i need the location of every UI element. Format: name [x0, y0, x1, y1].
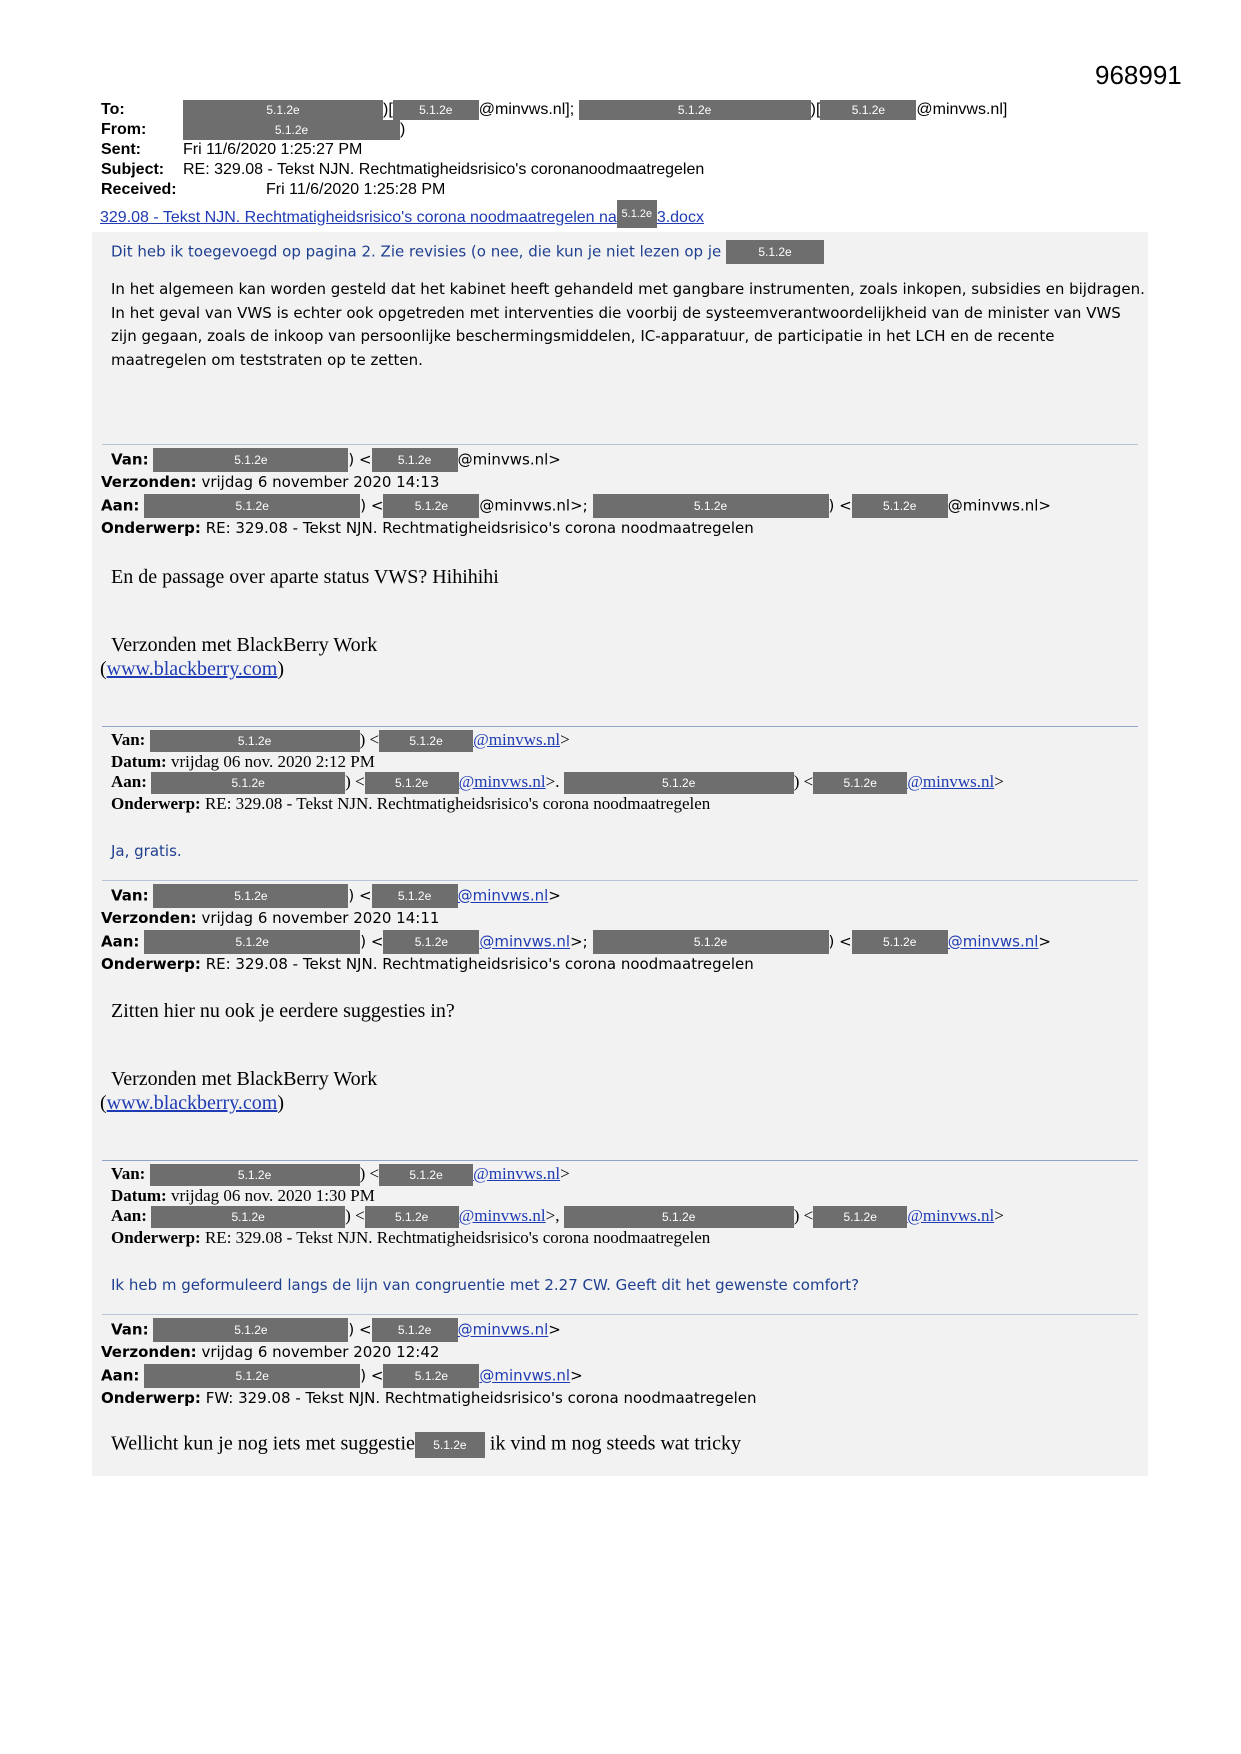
email-domain[interactable]: @minvws.nl	[907, 1206, 995, 1225]
email-domain: @minvws.nl>	[947, 496, 1051, 515]
received-value: Fri 11/6/2020 1:25:28 PM	[266, 181, 446, 198]
header-from-values: 5.1.2e )	[183, 120, 405, 140]
to-label: To:	[101, 101, 125, 118]
subject-value: RE: 329.08 - Tekst NJN. Rechtmatigheidsrisico's coronanoodmaatregelen	[183, 161, 705, 178]
email-domain[interactable]: @minvws.nl	[457, 886, 549, 905]
redaction-box: 5.1.2e	[813, 1206, 907, 1228]
msg5-onderwerp-row: Onderwerp: RE: 329.08 - Tekst NJN. Rechtmatigheidsrisico's corona noodmaatregelen	[111, 1228, 711, 1247]
subject-label: Subject:	[101, 161, 165, 178]
separator-line	[102, 1314, 1138, 1315]
separator-line	[102, 880, 1138, 881]
msg2-signature: Verzonden met BlackBerry Work	[111, 634, 378, 656]
msg4-verzonden-row: Verzonden: vrijdag 6 november 2020 14:11	[101, 909, 440, 927]
redaction-box: 5.1.2e	[393, 100, 479, 120]
header-from-row	[101, 120, 146, 140]
email-domain: @minvws.nl];	[478, 101, 575, 119]
blackberry-link[interactable]: www.blackberry.com	[106, 1092, 278, 1114]
msg3-datum-row: Datum: vrijdag 06 nov. 2020 2:12 PM	[111, 752, 375, 771]
redaction-box: 5.1.2e	[383, 930, 479, 954]
redaction-box: 5.1.2e	[379, 730, 473, 752]
msg4-signature: Verzonden met BlackBerry Work	[111, 1068, 378, 1090]
msg5-aan-row: Aan: 5.1.2e ) < 5.1.2e @minvws.nl>, 5.1.2e ) < 5.1.2e @minvws.nl>	[111, 1206, 1004, 1228]
header-received-row	[101, 180, 177, 200]
separator-line	[102, 444, 1138, 445]
redaction-box: 5.1.2e	[593, 494, 829, 518]
redaction-box: 5.1.2e	[153, 448, 348, 472]
msg2-body: En de passage over aparte status VWS? Hihihihi	[111, 566, 499, 588]
header-to-values: 5.1.2e )[ 5.1.2e @minvws.nl]; 5.1.2e )[ 5.1.2e @minvws.nl]	[183, 100, 1007, 120]
msg3-van-row: Van: 5.1.2e ) < 5.1.2e @minvws.nl>	[111, 730, 570, 752]
email-domain[interactable]: @minvws.nl	[947, 932, 1039, 951]
redaction-box: 5.1.2e	[153, 1318, 348, 1342]
document-number: 968991	[1095, 60, 1182, 90]
msg6-onderwerp-row: Onderwerp: FW: 329.08 - Tekst NJN. Rechtmatigheidsrisico's corona noodmaatregelen	[101, 1389, 757, 1407]
redaction-box: 5.1.2e	[383, 1364, 479, 1388]
msg6-verzonden-row: Verzonden: vrijdag 6 november 2020 12:42	[101, 1343, 440, 1361]
redaction-box: 5.1.2e	[379, 1164, 473, 1186]
redaction-box: 5.1.2e	[144, 1364, 360, 1388]
redaction-box: 5.1.2e	[183, 100, 383, 120]
email-domain[interactable]: @minvws.nl	[457, 1320, 549, 1339]
msg5-body: Ik heb m geformuleerd langs de lijn van congruentie met 2.27 CW. Geeft dit het gewenste comfort?	[111, 1276, 860, 1294]
email-domain[interactable]: @minvws.nl	[907, 772, 995, 791]
msg4-aan-row: Aan: 5.1.2e ) < 5.1.2e @minvws.nl>; 5.1.2e ) < 5.1.2e @minvws.nl>	[101, 930, 1051, 954]
email-domain: @minvws.nl>;	[479, 496, 588, 515]
msg3-aan-row: Aan: 5.1.2e ) < 5.1.2e @minvws.nl>. 5.1.2e ) < 5.1.2e @minvws.nl>	[111, 772, 1004, 794]
msg3-onderwerp-row: Onderwerp: RE: 329.08 - Tekst NJN. Rechtmatigheidsrisico's corona noodmaatregelen	[111, 794, 711, 813]
header-subject-row	[101, 160, 164, 180]
from-label: From:	[101, 121, 147, 138]
redaction-box: 5.1.2e	[820, 100, 916, 120]
email-domain: @minvws.nl]	[916, 101, 1008, 119]
email-domain[interactable]: @minvws.nl	[458, 1206, 546, 1225]
redaction-box: 5.1.2e	[372, 448, 458, 472]
redaction-box: 5.1.2e	[144, 930, 360, 954]
msg1-intro: Dit heb ik toegevoegd op pagina 2. Zie revisies (o nee, die kun je niet lezen op je 5.1.2e	[111, 240, 824, 264]
email-domain[interactable]: @minvws.nl	[473, 730, 561, 749]
received-label: Received:	[101, 181, 177, 198]
msg1-paragraph: In het algemeen kan worden gesteld dat het kabinet heeft gehandeld met gangbare instrumenten, zoals inkopen, subsidies en bijdragen. In het geval van VWS is echter ook opgetreden met interventies die voorbij de systeemverantwoordelijkheid van de minister van VWS zijn gegaan, zoals de inkoop van persoonlijke beschermingsmiddelen, IC-apparatuur, de participatie in het LCH en de recente maatregelen om teststraten op te zetten.	[111, 280, 1145, 369]
redaction-box: 5.1.2e	[153, 884, 348, 908]
sent-label: Sent:	[101, 141, 141, 158]
redaction-box: 5.1.2e	[813, 772, 907, 794]
blackberry-link[interactable]: www.blackberry.com	[106, 658, 278, 680]
msg2-van-row: Van: 5.1.2e ) < 5.1.2e @minvws.nl>	[111, 448, 561, 472]
header-to-row	[101, 100, 125, 120]
redaction-box: 5.1.2e	[151, 772, 345, 794]
msg4-body: Zitten hier nu ook je eerdere suggesties in?	[111, 1000, 455, 1022]
msg3-body: Ja, gratis.	[111, 842, 182, 860]
msg2-onderwerp-row: Onderwerp: RE: 329.08 - Tekst NJN. Rechtmatigheidsrisico's corona noodmaatregelen	[101, 519, 754, 537]
redaction-box: 5.1.2e	[144, 494, 360, 518]
msg2-verzonden-row: Verzonden: vrijdag 6 november 2020 14:13	[101, 473, 440, 491]
redaction-box: 5.1.2e	[372, 1318, 458, 1342]
email-domain[interactable]: @minvws.nl	[473, 1164, 561, 1183]
redaction-box: 5.1.2e	[150, 730, 360, 752]
redaction-box: 5.1.2e	[383, 494, 479, 518]
redaction-box: 5.1.2e	[726, 240, 824, 264]
msg5-van-row: Van: 5.1.2e ) < 5.1.2e @minvws.nl>	[111, 1164, 570, 1186]
msg6-aan-row: Aan: 5.1.2e ) < 5.1.2e @minvws.nl>	[101, 1364, 583, 1388]
msg6-body: Wellicht kun je nog iets met suggestie 5.1.2e ik vind m nog steeds wat tricky	[111, 1432, 741, 1458]
msg6-van-row: Van: 5.1.2e ) < 5.1.2e @minvws.nl>	[111, 1318, 561, 1342]
attachment-link[interactable]	[100, 200, 704, 228]
separator-line	[102, 1160, 1138, 1161]
redaction-box: 5.1.2e	[852, 930, 948, 954]
email-domain[interactable]: @minvws.nl	[458, 772, 546, 791]
redaction-box: 5.1.2e	[617, 200, 657, 228]
redaction-box: 5.1.2e	[564, 1206, 794, 1228]
msg2-aan-row: Aan: 5.1.2e ) < 5.1.2e @minvws.nl>; 5.1.2e ) < 5.1.2e @minvws.nl>	[101, 494, 1051, 518]
attachment-name[interactable]: 329.08 - Tekst NJN. Rechtmatigheidsrisico's corona noodmaatregelen na	[100, 209, 617, 226]
email-domain[interactable]: @minvws.nl	[479, 932, 571, 951]
msg5-datum-row: Datum: vrijdag 06 nov. 2020 1:30 PM	[111, 1186, 375, 1205]
msg2-signature-link-row: (www.blackberry.com)	[100, 658, 285, 680]
redaction-box: 5.1.2e	[852, 494, 948, 518]
redaction-box: 5.1.2e	[593, 930, 829, 954]
sent-value: Fri 11/6/2020 1:25:27 PM	[183, 141, 363, 158]
redaction-box: 5.1.2e	[183, 120, 400, 140]
redaction-box: 5.1.2e	[365, 772, 459, 794]
email-domain[interactable]: @minvws.nl	[479, 1366, 571, 1385]
redaction-box: 5.1.2e	[151, 1206, 345, 1228]
redaction-box: 5.1.2e	[415, 1432, 485, 1458]
redaction-box: 5.1.2e	[564, 772, 794, 794]
redaction-box: 5.1.2e	[372, 884, 458, 908]
email-domain: @minvws.nl>	[457, 450, 561, 469]
redaction-box: 5.1.2e	[365, 1206, 459, 1228]
attachment-ext[interactable]: 3.docx	[656, 209, 704, 226]
redaction-box: 5.1.2e	[579, 100, 811, 120]
msg4-van-row: Van: 5.1.2e ) < 5.1.2e @minvws.nl>	[111, 884, 561, 908]
separator-line	[102, 726, 1138, 727]
header-sent-row	[101, 140, 141, 160]
redaction-box: 5.1.2e	[150, 1164, 360, 1186]
msg4-signature-link-row: (www.blackberry.com)	[100, 1092, 285, 1114]
msg4-onderwerp-row: Onderwerp: RE: 329.08 - Tekst NJN. Rechtmatigheidsrisico's corona noodmaatregelen	[101, 955, 754, 973]
